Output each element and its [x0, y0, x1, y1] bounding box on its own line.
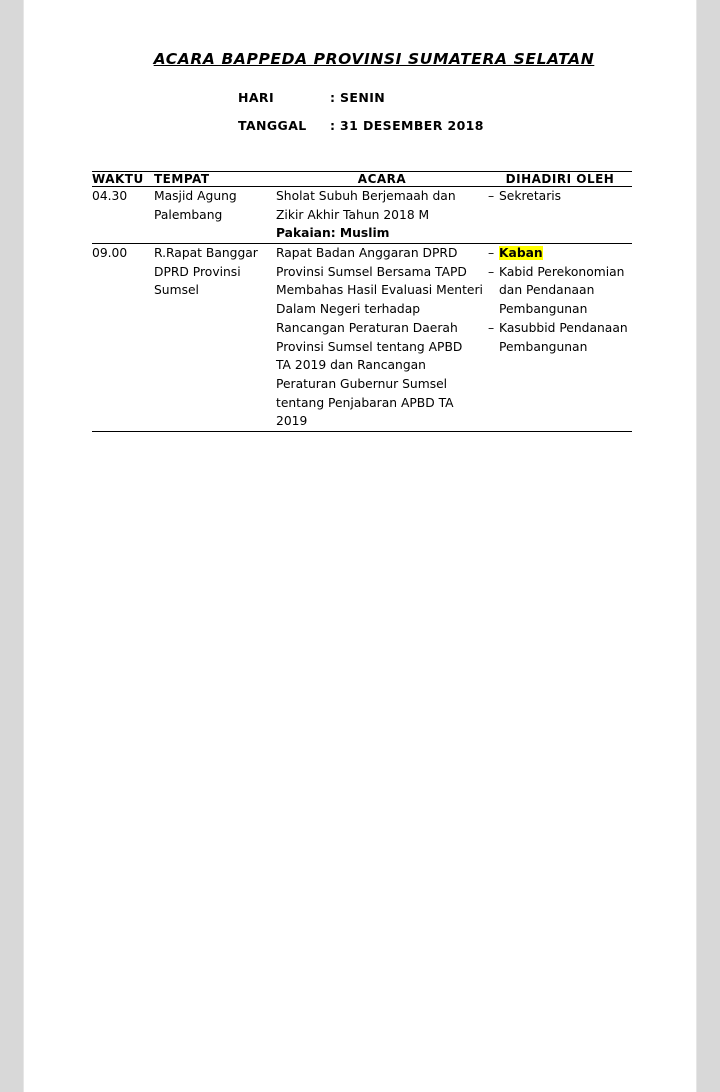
meta-row-hari	[92, 90, 656, 105]
column-header-acara: ACARA	[276, 172, 488, 187]
document-body	[24, 0, 696, 432]
meta-value-tanggal: 31 DESEMBER 2018	[340, 118, 484, 133]
acara-line: 2019	[276, 414, 308, 429]
list-item	[488, 319, 632, 356]
cell-waktu: 09.00	[92, 244, 154, 432]
attendee-name: Sekretaris	[499, 189, 562, 203]
acara-note-pakaian: Pakaian: Muslim	[276, 226, 390, 241]
table-header-row	[92, 172, 632, 187]
meta-colon-hari: :	[330, 90, 336, 105]
acara-line: Peraturan Gubernur Sumsel	[276, 376, 448, 391]
cell-acara	[276, 187, 488, 244]
acara-line: tentang Penjabaran APBD TA	[276, 395, 454, 410]
acara-line: Sholat Subuh Berjemaah dan	[276, 189, 456, 203]
dash-bullet: –	[488, 189, 495, 203]
attendee-name-highlighted: Kaban	[499, 246, 543, 261]
column-header-dihadiri-oleh: DIHADIRI OLEH	[488, 172, 632, 187]
schedule-table	[92, 171, 632, 432]
cell-dihadiri-oleh	[488, 244, 632, 432]
acara-line: Dalam Negeri terhadap	[276, 302, 421, 317]
acara-line: Zikir Akhir Tahun 2018 M	[276, 207, 430, 222]
attendee-list	[488, 187, 632, 206]
meta-label-hari: HARI	[238, 90, 275, 105]
column-header-waktu: WAKTU	[92, 172, 154, 187]
list-item	[488, 244, 632, 263]
document-page	[24, 0, 696, 1092]
meta-row-tanggal	[92, 118, 656, 133]
table-body	[92, 187, 632, 432]
cell-acara	[276, 244, 488, 432]
dash-bullet: –	[488, 320, 495, 335]
acara-line: Provinsi Sumsel tentang APBD	[276, 339, 463, 354]
table-row	[92, 244, 632, 432]
acara-line: Rapat Badan Anggaran DPRD	[276, 246, 458, 261]
list-item	[488, 187, 632, 206]
dash-bullet: –	[488, 264, 495, 279]
meta-label-tanggal: TANGGAL	[238, 118, 307, 133]
acara-line: Provinsi Sumsel Bersama TAPD	[276, 264, 467, 279]
attendee-name: Kabid Perekonomian dan Pendanaan Pembangunan	[499, 264, 625, 317]
acara-line: Rancangan Peraturan Daerah	[276, 320, 458, 335]
dash-bullet: –	[488, 246, 495, 261]
acara-line: TA 2019 dan Rancangan	[276, 358, 426, 373]
page-title: ACARA BAPPEDA PROVINSI SUMATERA SELATAN	[153, 50, 595, 68]
document-meta	[92, 90, 656, 133]
table-row	[92, 187, 632, 244]
meta-colon-tanggal: :	[330, 118, 336, 133]
attendee-name: Kasubbid Pendanaan Pembangunan	[499, 320, 628, 354]
list-item	[488, 263, 632, 319]
table-header	[92, 172, 632, 187]
attendee-list	[488, 244, 632, 356]
cell-tempat: R.Rapat Banggar DPRD Provinsi Sumsel	[154, 244, 276, 432]
acara-line: Membahas Hasil Evaluasi Menteri	[276, 283, 483, 298]
meta-value-hari: SENIN	[340, 90, 386, 105]
cell-dihadiri-oleh	[488, 187, 632, 244]
cell-waktu: 04.30	[92, 187, 154, 244]
cell-tempat: Masjid Agung Palembang	[154, 187, 276, 244]
column-header-tempat: TEMPAT	[154, 172, 276, 187]
